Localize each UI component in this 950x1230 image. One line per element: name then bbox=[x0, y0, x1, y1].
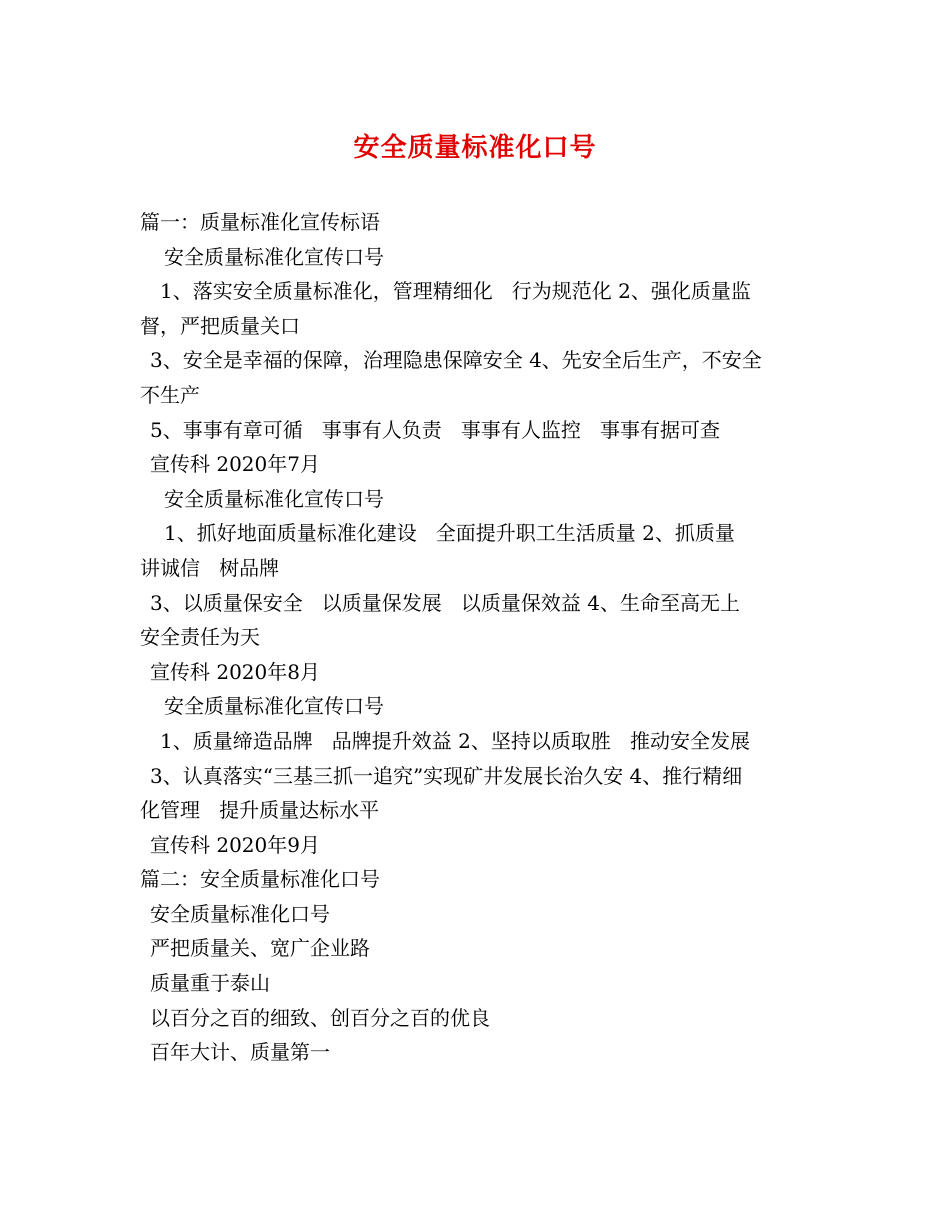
section-heading: 篇二：安全质量标准化口号 bbox=[140, 867, 380, 892]
signature-line: 宣传科 2020年9月 bbox=[150, 832, 320, 857]
slogan-line: 严把质量关、宽广企业路 bbox=[150, 936, 370, 961]
slogan-line: 1、落实安全质量标准化，管理精细化 行为规范化 2、强化质量监 bbox=[160, 279, 751, 304]
slogan-group-title: 安全质量标准化口号 bbox=[150, 901, 330, 926]
slogan-line: 讲诚信 树品牌 bbox=[140, 555, 280, 580]
slogan-line: 5、事事有章可循 事事有人负责 事事有人监控 事事有据可查 bbox=[150, 417, 720, 442]
slogan-line: 以百分之百的细致、创百分之百的优良 bbox=[150, 1005, 490, 1030]
slogan-line: 督，严把质量关口 bbox=[140, 313, 300, 338]
slogan-line: 百年大计、质量第一 bbox=[150, 1040, 330, 1065]
signature-line: 宣传科 2020年8月 bbox=[150, 659, 320, 684]
slogan-line: 3、以质量保安全 以质量保发展 以质量保效益 4、生命至高无上 bbox=[150, 590, 740, 615]
section-heading: 篇一：质量标准化宣传标语 bbox=[140, 210, 380, 234]
slogan-line: 化管理 提升质量达标水平 bbox=[140, 798, 380, 823]
slogan-group-title: 安全质量标准化宣传口号 bbox=[164, 694, 384, 719]
slogan-line: 3、认真落实“三基三抓一追究”实现矿井发展长治久安 4、推行精细 bbox=[150, 763, 743, 788]
slogan-line: 不生产 bbox=[140, 382, 200, 407]
slogan-line: 3、安全是幸福的保障，治理隐患保障安全 4、先安全后生产，不安全 bbox=[150, 348, 762, 373]
slogan-line: 质量重于泰山 bbox=[150, 971, 270, 996]
document-title: 安全质量标准化口号 bbox=[353, 133, 597, 163]
slogan-line: 1、质量缔造品牌 品牌提升效益 2、坚持以质取胜 推动安全发展 bbox=[160, 728, 750, 753]
document-body bbox=[140, 205, 820, 1070]
slogan-group-title: 安全质量标准化宣传口号 bbox=[164, 486, 384, 511]
slogan-group-title: 安全质量标准化宣传口号 bbox=[164, 244, 384, 269]
signature-line: 宣传科 2020年7月 bbox=[150, 452, 320, 477]
slogan-line: 1、抓好地面质量标准化建设 全面提升职工生活质量 2、抓质量 bbox=[164, 521, 735, 546]
slogan-line: 安全责任为天 bbox=[140, 625, 260, 650]
